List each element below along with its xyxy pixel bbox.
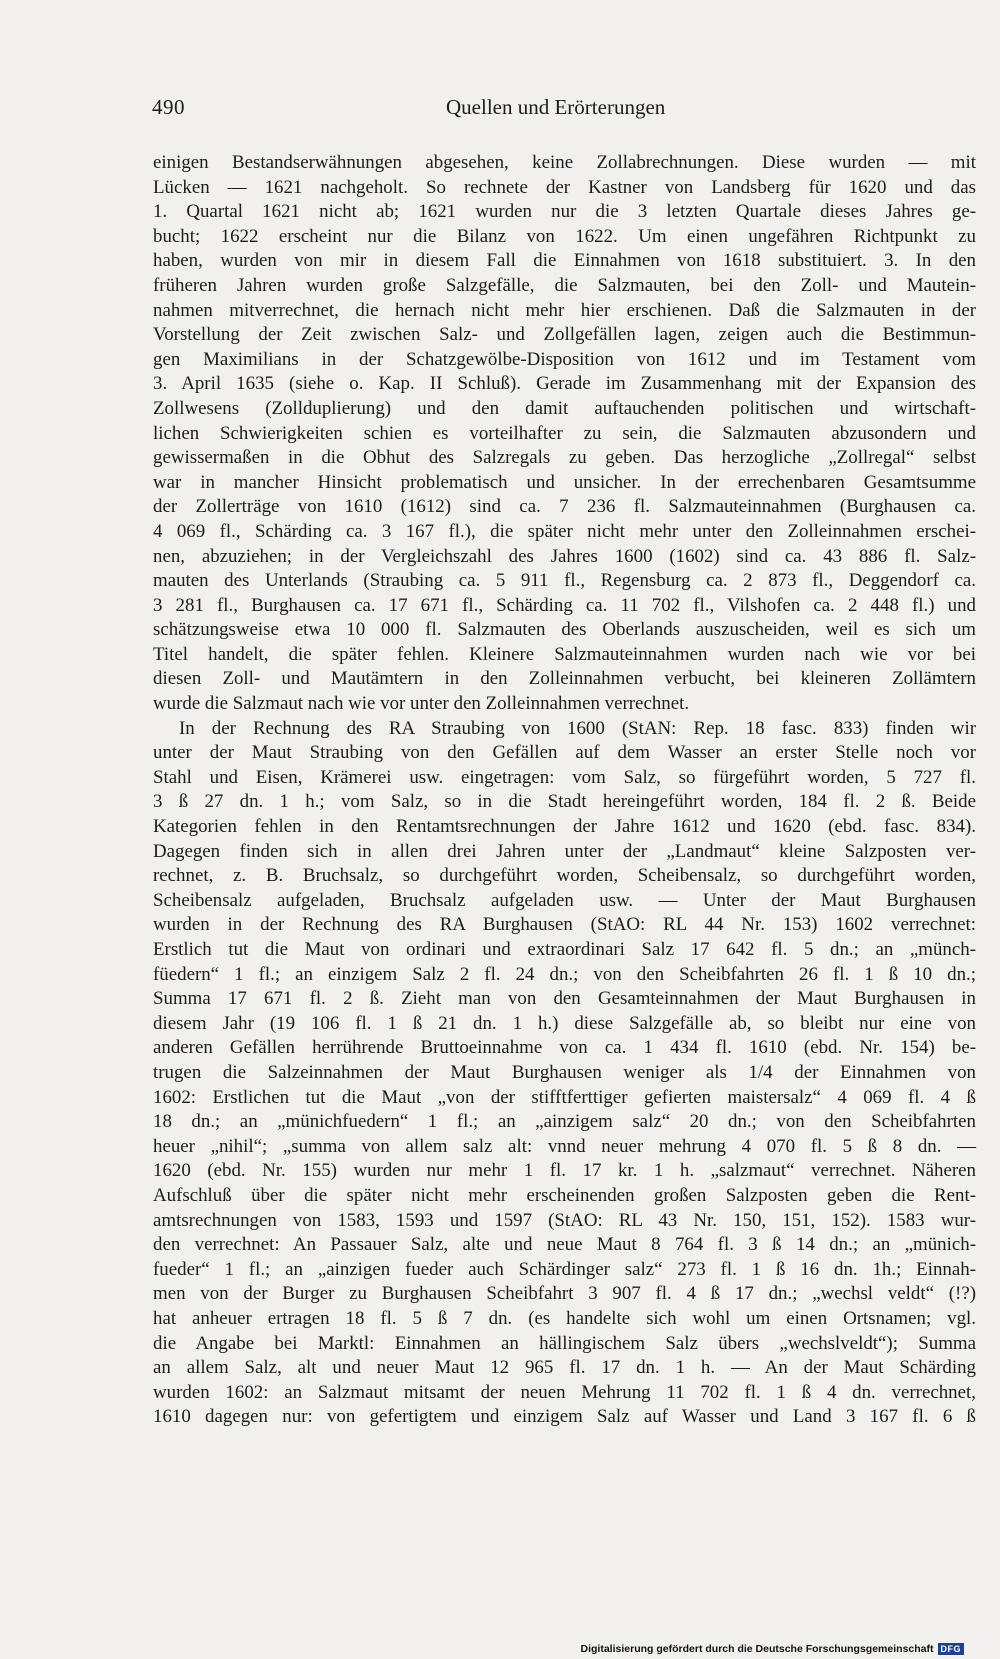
text-line: Scheibensalz aufgeladen, Bruchsalz aufgeladen usw. — Unter der Maut Burghausen xyxy=(153,889,976,911)
text-line: hat anheuer ertragen 18 fl. 5 ß 7 dn. (es handelte sich wohl um einen Ortsnamen; vgl. xyxy=(153,1307,976,1329)
text-line: unter der Maut Straubing von den Gefällen auf dem Wasser an erster Stelle noch vor xyxy=(153,742,976,764)
text-line: Titel handelt, die später fehlen. Kleinere Salzmauteinnahmen wurden nach wie vor bei xyxy=(153,643,976,665)
text-line: Erstlich tut die Maut von ordinari und extraordinari Salz 17 642 fl. 5 dn.; an „münch- xyxy=(153,939,976,960)
text-line: men von der Burger zu Burghausen Scheibfahrt 3 907 fl. 4 ß 17 dn.; „wechsl veldt“ (!?) xyxy=(153,1283,976,1305)
credit-text: Digitalisierung gefördert durch die Deutsche Forschungsgemeinschaft xyxy=(580,1643,934,1655)
running-title: Quellen und Erörterungen xyxy=(446,95,666,119)
text-line: 1602: Erstlichen tut die Maut „von der stifftferttiger gefierten maistersalz“ 4 069 fl. 4 ß xyxy=(153,1086,976,1108)
text-line: fueder“ 1 fl.; an „ainzigen fueder auch Schärdinger salz“ 273 fl. 1 ß 16 dn. 1h.; Einnah- xyxy=(153,1258,976,1280)
body-text xyxy=(153,151,976,1430)
text-line: lichen Schwierigkeiten schien es vorteilhafter zu sein, die Salzmauten abzusondern und xyxy=(153,422,976,444)
text-line: wurde die Salzmaut nach wie vor unter den Zolleinnahmen verrechnet. xyxy=(153,693,690,715)
text-line: 18 dn.; an „münichfuedern“ 1 fl.; an „ainzigem salz“ 20 dn.; von den Scheibfahrten xyxy=(153,1111,976,1133)
digitization-credit xyxy=(581,1643,964,1655)
text-line: bucht; 1622 erscheint nur die Bilanz von 1622. Um einen ungefähren Richtpunkt zu xyxy=(153,225,976,247)
text-line: den verrechnet: An Passauer Salz, alte und neue Maut 8 764 fl. 3 ß 14 dn.; an „münich- xyxy=(153,1234,976,1256)
text-line: Zollwesens (Zollduplierung) und den damit auftauchenden politischen und wirtschaft- xyxy=(153,397,976,419)
text-line: einigen Bestandserwähnungen abgesehen, keine Zollabrechnungen. Diese wurden — mit xyxy=(153,152,976,173)
text-line: 3. April 1635 (siehe o. Kap. II Schluß). Gerade im Zusammenhang mit der Expansion des xyxy=(153,373,976,395)
text-line: nen, abzuziehen; in der Vergleichszahl des Jahres 1600 (1602) sind ca. 43 886 fl. Salz- xyxy=(153,545,976,567)
text-line: der Zollerträge von 1610 (1612) sind ca. 7 236 fl. Salzmauteinnahmen (Burghausen ca. xyxy=(153,496,976,518)
text-line: füedern“ 1 fl.; an einzigem Salz 2 fl. 24 dn.; von den Scheibfahrten 26 fl. 1 ß 10 dn.; xyxy=(153,963,976,985)
text-line: 4 069 fl., Schärding ca. 3 167 fl.), die später nicht mehr unter den Zolleinnahmen erschei- xyxy=(153,520,976,542)
text-line: mauten des Unterlands (Straubing ca. 5 911 fl., Regensburg ca. 2 873 fl., Deggendorf ca. xyxy=(153,570,976,592)
text-line: anderen Gefällen herrührende Bruttoeinnahme von ca. 1 434 fl. 1610 (ebd. Nr. 154) be- xyxy=(153,1037,976,1059)
text-line: früheren Jahren wurden große Salzgefälle, die Salzmauten, bei den Zoll- und Mautein- xyxy=(153,274,976,296)
text-line: heuer „nihil“; „summa von allem salz alt: vnnd neuer mehrung 4 070 fl. 5 ß 8 dn. — xyxy=(153,1135,976,1157)
text-line: Dagegen finden sich in allen drei Jahren unter der „Landmaut“ kleine Salzposten ver- xyxy=(153,840,976,862)
text-line: 1620 (ebd. Nr. 155) wurden nur mehr 1 fl. 17 kr. 1 h. „salzmaut“ verrechnet. Näheren xyxy=(153,1160,976,1182)
text-line: 3 ß 27 dn. 1 h.; vom Salz, so in die Stadt hereingeführt worden, 184 fl. 2 ß. Beide xyxy=(153,791,976,813)
text-line: Vorstellung der Zeit zwischen Salz- und Zollgefällen lagen, zeigen auch die Bestimmun- xyxy=(153,324,976,346)
text-line: haben, wurden von mir in diesem Fall die Einnahmen von 1618 substituiert. 3. In den xyxy=(153,250,976,272)
page-number: 490 xyxy=(152,95,185,119)
text-line: wurden 1602: an Salzmaut mitsamt der neuen Mehrung 11 702 fl. 1 ß 4 dn. verrechnet, xyxy=(153,1381,976,1403)
text-line: 1610 dagegen nur: von gefertigtem und einzigem Salz auf Wasser und Land 3 167 fl. 6 ß xyxy=(153,1406,976,1428)
text-line: wurden in der Rechnung des RA Burghausen (StAO: RL 44 Nr. 153) 1602 verrechnet: xyxy=(153,914,976,936)
text-line: diesem Jahr (19 106 fl. 1 ß 21 dn. 1 h.) diese Salzgefälle ab, so bleibt nur eine von xyxy=(153,1012,976,1034)
text-line: war in mancher Hinsicht problematisch und unsicher. In der errechenbaren Gesamtsumme xyxy=(153,471,976,493)
text-line: gewissermaßen in die Obhut des Salzregals zu geben. Das herzogliche „Zollregal“ selbst xyxy=(153,447,976,469)
text-line: Summa 17 671 fl. 2 ß. Zieht man von den Gesamteinnahmen der Maut Burghausen in xyxy=(153,988,976,1010)
text-line: 1. Quartal 1621 nicht ab; 1621 wurden nur die 3 letzten Quartale dieses Jahres ge- xyxy=(153,201,976,223)
text-line: die Angabe bei Marktl: Einnahmen an hällingischem Salz übers „wechslveldt“); Summa xyxy=(153,1332,976,1354)
text-line: Stahl und Eisen, Krämerei usw. eingetragen: vom Salz, so fürgeführt worden, 5 727 fl. xyxy=(153,766,976,788)
text-line: trugen die Salzeinnahmen der Maut Burghausen weniger als 1/4 der Einnahmen von xyxy=(153,1061,976,1083)
text-line: Kategorien fehlen in den Rentamtsrechnungen der Jahre 1612 und 1620 (ebd. fasc. 834). xyxy=(153,816,976,838)
text-line: diesen Zoll- und Mautämtern in den Zolleinnahmen verbucht, bei kleineren Zollämtern xyxy=(153,668,976,690)
text-line: rechnet, z. B. Bruchsalz, so durchgeführt worden, Scheibensalz, so durchgeführt worden, xyxy=(153,865,976,887)
text-line: an allem Salz, alt und neuer Maut 12 965 fl. 17 dn. 1 h. — An der Maut Schärding xyxy=(153,1357,976,1379)
text-line: amtsrechnungen von 1583, 1593 und 1597 (StAO: RL 43 Nr. 150, 151, 152). 1583 wur- xyxy=(153,1209,976,1231)
text-line: 3 281 fl., Burghausen ca. 17 671 fl., Schärding ca. 11 702 fl., Vilshofen ca. 2 448 fl.) und xyxy=(153,594,976,616)
text-line: Lücken — 1621 nachgeholt. So rechnete der Kastner von Landsberg für 1620 und das xyxy=(153,176,976,198)
text-line: In der Rechnung des RA Straubing von 1600 (StAN: Rep. 18 fasc. 833) finden wir xyxy=(179,717,976,739)
text-line: nahmen mitverrechnet, die hernach nicht mehr hier erschienen. Daß die Salzmauten in der xyxy=(153,299,976,321)
text-line: schätzungsweise etwa 10 000 fl. Salzmauten des Oberlands auszuscheiden, weil es sich um xyxy=(153,619,976,641)
text-line: Aufschluß über die später nicht mehr erscheinenden großen Salzposten geben die Rent- xyxy=(153,1184,976,1206)
dfg-logo: DFG xyxy=(938,1643,965,1655)
text-line: gen Maximilians in der Schatzgewölbe-Disposition von 1612 und im Testament vom xyxy=(153,348,976,370)
